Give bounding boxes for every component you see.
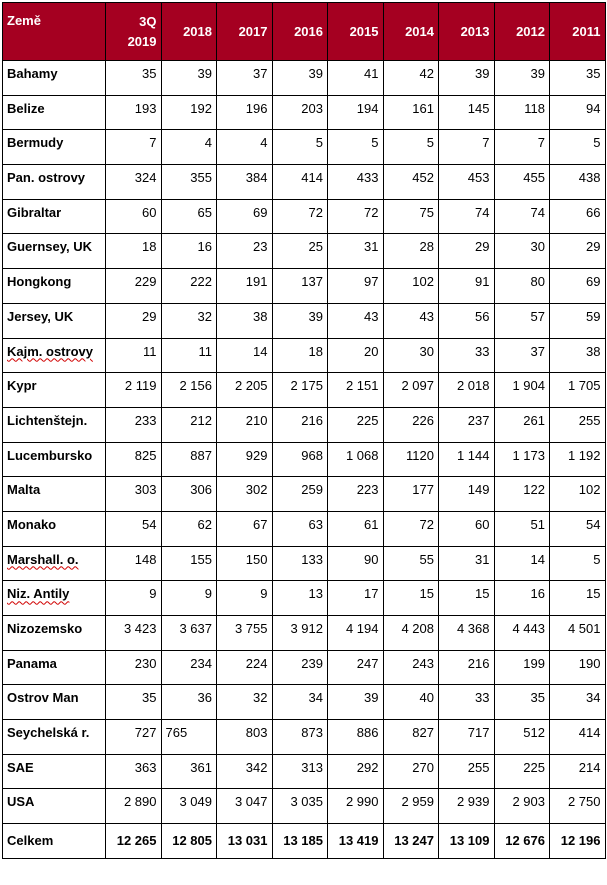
value-cell: 3 049 [161, 789, 217, 824]
year-column-header: 2013 [439, 3, 495, 61]
value-cell: 229 [106, 269, 162, 304]
value-cell: 37 [494, 338, 550, 373]
country-name: Celkem [7, 833, 54, 849]
value-cell: 30 [494, 234, 550, 269]
value-cell: 1 904 [494, 373, 550, 408]
value-cell: 361 [161, 754, 217, 789]
value-cell: 2 959 [383, 789, 439, 824]
value-cell: 29 [550, 234, 606, 269]
value-cell: 69 [217, 199, 273, 234]
value-cell: 223 [328, 477, 384, 512]
value-cell: 210 [217, 407, 273, 442]
value-cell: 5 [383, 130, 439, 165]
value-cell: 74 [494, 199, 550, 234]
value-cell: 233 [106, 407, 162, 442]
value-cell: 69 [550, 269, 606, 304]
value-cell: 13 [272, 581, 328, 616]
value-cell: 39 [328, 685, 384, 720]
table-row [3, 165, 606, 200]
year-column-header: 2016 [272, 3, 328, 61]
value-cell: 29 [439, 234, 495, 269]
value-cell: 4 [217, 130, 273, 165]
table-row [3, 303, 606, 338]
value-cell: 512 [494, 720, 550, 755]
total-row [3, 824, 606, 859]
table-row [3, 754, 606, 789]
value-cell: 1 705 [550, 373, 606, 408]
value-cell: 239 [272, 650, 328, 685]
value-cell: 765 [161, 720, 217, 755]
country-name: Jersey, UK [7, 308, 74, 324]
value-cell: 15 [439, 581, 495, 616]
year-column-header: 2014 [383, 3, 439, 61]
value-cell: 306 [161, 477, 217, 512]
value-cell: 4 194 [328, 616, 384, 651]
offshore-companies-table [2, 2, 606, 859]
value-cell: 216 [439, 650, 495, 685]
value-cell: 62 [161, 511, 217, 546]
value-cell: 1 144 [439, 442, 495, 477]
value-cell: 302 [217, 477, 273, 512]
value-cell: 11 [161, 338, 217, 373]
value-cell: 63 [272, 511, 328, 546]
value-cell: 3 423 [106, 616, 162, 651]
value-cell: 4 368 [439, 616, 495, 651]
value-cell: 102 [550, 477, 606, 512]
value-cell: 148 [106, 546, 162, 581]
value-cell: 16 [494, 581, 550, 616]
value-cell: 3 912 [272, 616, 328, 651]
value-cell: 1 068 [328, 442, 384, 477]
value-cell: 5 [272, 130, 328, 165]
table-row [3, 789, 606, 824]
country-cell [3, 511, 106, 546]
year-column-header: 2018 [161, 3, 217, 61]
value-cell: 31 [439, 546, 495, 581]
value-cell: 243 [383, 650, 439, 685]
value-cell: 29 [106, 303, 162, 338]
value-cell: 56 [439, 303, 495, 338]
country-name: Gibraltar [7, 204, 62, 220]
value-cell: 196 [217, 95, 273, 130]
country-cell [3, 130, 106, 165]
value-cell: 261 [494, 407, 550, 442]
value-cell: 929 [217, 442, 273, 477]
value-cell: 7 [494, 130, 550, 165]
country-column-header: Země [3, 3, 106, 61]
value-cell: 226 [383, 407, 439, 442]
total-value-cell: 12 196 [550, 824, 606, 859]
value-cell: 2 750 [550, 789, 606, 824]
value-cell: 14 [494, 546, 550, 581]
value-cell: 59 [550, 303, 606, 338]
value-cell: 35 [550, 61, 606, 96]
value-cell: 2 151 [328, 373, 384, 408]
value-cell: 177 [383, 477, 439, 512]
value-cell: 42 [383, 61, 439, 96]
value-cell: 40 [383, 685, 439, 720]
total-value-cell: 12 265 [106, 824, 162, 859]
country-name: Hongkong [7, 274, 72, 290]
value-cell: 60 [106, 199, 162, 234]
value-cell: 968 [272, 442, 328, 477]
value-cell: 54 [106, 511, 162, 546]
table-row [3, 199, 606, 234]
value-cell: 33 [439, 338, 495, 373]
table-row [3, 616, 606, 651]
country-name: Belize [7, 100, 45, 116]
value-cell: 2 903 [494, 789, 550, 824]
country-cell [3, 754, 106, 789]
country-name: Lucembursko [7, 447, 93, 463]
value-cell: 727 [106, 720, 162, 755]
value-cell: 28 [383, 234, 439, 269]
value-cell: 43 [328, 303, 384, 338]
country-name: Bahamy [7, 66, 58, 81]
value-cell: 1120 [383, 442, 439, 477]
value-cell: 39 [161, 61, 217, 96]
year-column-header: 2012 [494, 3, 550, 61]
value-cell: 7 [439, 130, 495, 165]
country-cell [3, 61, 106, 96]
value-cell: 313 [272, 754, 328, 789]
value-cell: 25 [272, 234, 328, 269]
value-cell: 14 [217, 338, 273, 373]
country-cell [3, 546, 106, 581]
value-cell: 122 [494, 477, 550, 512]
value-cell: 827 [383, 720, 439, 755]
value-cell: 203 [272, 95, 328, 130]
value-cell: 39 [272, 61, 328, 96]
table-row [3, 720, 606, 755]
value-cell: 194 [328, 95, 384, 130]
country-cell [3, 650, 106, 685]
country-name: Malta [7, 482, 41, 498]
value-cell: 225 [328, 407, 384, 442]
value-cell: 32 [217, 685, 273, 720]
table-row [3, 477, 606, 512]
value-cell: 4 [161, 130, 217, 165]
total-value-cell: 13 185 [272, 824, 328, 859]
value-cell: 149 [439, 477, 495, 512]
value-cell: 133 [272, 546, 328, 581]
country-cell [3, 95, 106, 130]
total-value-cell: 13 419 [328, 824, 384, 859]
table-row [3, 581, 606, 616]
value-cell: 11 [106, 338, 162, 373]
value-cell: 3 755 [217, 616, 273, 651]
value-cell: 39 [494, 61, 550, 96]
value-cell: 414 [550, 720, 606, 755]
country-cell [3, 373, 106, 408]
table-row [3, 61, 606, 96]
value-cell: 191 [217, 269, 273, 304]
total-value-cell: 13 109 [439, 824, 495, 859]
value-cell: 2 156 [161, 373, 217, 408]
value-cell: 36 [161, 685, 217, 720]
value-cell: 2 018 [439, 373, 495, 408]
country-name: Kajm. ostrovy [7, 343, 93, 359]
value-cell: 38 [550, 338, 606, 373]
value-cell: 30 [383, 338, 439, 373]
value-cell: 35 [106, 61, 162, 96]
value-cell: 72 [383, 511, 439, 546]
table-row [3, 373, 606, 408]
country-cell [3, 581, 106, 616]
value-cell: 118 [494, 95, 550, 130]
value-cell: 2 097 [383, 373, 439, 408]
value-cell: 54 [550, 511, 606, 546]
value-cell: 222 [161, 269, 217, 304]
value-cell: 74 [439, 199, 495, 234]
value-cell: 292 [328, 754, 384, 789]
country-cell [3, 338, 106, 373]
value-cell: 17 [328, 581, 384, 616]
value-cell: 216 [272, 407, 328, 442]
value-cell: 225 [494, 754, 550, 789]
value-cell: 61 [328, 511, 384, 546]
value-cell: 15 [383, 581, 439, 616]
country-cell [3, 199, 106, 234]
value-cell: 433 [328, 165, 384, 200]
value-cell: 4 501 [550, 616, 606, 651]
country-cell [3, 789, 106, 824]
value-cell: 75 [383, 199, 439, 234]
value-cell: 438 [550, 165, 606, 200]
value-cell: 1 173 [494, 442, 550, 477]
value-cell: 355 [161, 165, 217, 200]
value-cell: 887 [161, 442, 217, 477]
value-cell: 35 [494, 685, 550, 720]
value-cell: 255 [550, 407, 606, 442]
value-cell: 57 [494, 303, 550, 338]
table-row [3, 546, 606, 581]
table-row [3, 338, 606, 373]
value-cell: 259 [272, 477, 328, 512]
value-cell: 3 047 [217, 789, 273, 824]
value-cell: 717 [439, 720, 495, 755]
value-cell: 15 [550, 581, 606, 616]
value-cell: 97 [328, 269, 384, 304]
value-cell: 2 175 [272, 373, 328, 408]
year-header-line1: 3Q [139, 13, 157, 29]
value-cell: 39 [439, 61, 495, 96]
value-cell: 4 443 [494, 616, 550, 651]
value-cell: 18 [106, 234, 162, 269]
country-cell [3, 720, 106, 755]
value-cell: 23 [217, 234, 273, 269]
table-header [3, 3, 606, 61]
value-cell: 37 [217, 61, 273, 96]
value-cell: 255 [439, 754, 495, 789]
value-cell: 414 [272, 165, 328, 200]
table-body [3, 61, 606, 859]
value-cell: 5 [550, 130, 606, 165]
country-name: Niz. Antily [7, 586, 70, 602]
country-name: Lichtenštejn. [7, 412, 88, 428]
country-cell [3, 407, 106, 442]
value-cell: 212 [161, 407, 217, 442]
year-column-header [106, 3, 162, 61]
value-cell: 384 [217, 165, 273, 200]
value-cell: 72 [272, 199, 328, 234]
value-cell: 2 939 [439, 789, 495, 824]
year-header-line2: 2019 [127, 33, 157, 49]
country-name: USA [7, 794, 35, 810]
value-cell: 102 [383, 269, 439, 304]
country-cell [3, 477, 106, 512]
value-cell: 155 [161, 546, 217, 581]
value-cell: 60 [439, 511, 495, 546]
value-cell: 199 [494, 650, 550, 685]
header-row [3, 3, 606, 61]
country-name: Bermudy [7, 135, 64, 151]
value-cell: 51 [494, 511, 550, 546]
value-cell: 34 [550, 685, 606, 720]
value-cell: 4 208 [383, 616, 439, 651]
value-cell: 9 [106, 581, 162, 616]
value-cell: 66 [550, 199, 606, 234]
value-cell: 873 [272, 720, 328, 755]
value-cell: 192 [161, 95, 217, 130]
table-row [3, 511, 606, 546]
value-cell: 2 119 [106, 373, 162, 408]
value-cell: 2 205 [217, 373, 273, 408]
value-cell: 41 [328, 61, 384, 96]
value-cell: 55 [383, 546, 439, 581]
value-cell: 145 [439, 95, 495, 130]
value-cell: 324 [106, 165, 162, 200]
value-cell: 43 [383, 303, 439, 338]
value-cell: 2 890 [106, 789, 162, 824]
table-row [3, 234, 606, 269]
country-name: Seychelská r. [7, 725, 90, 741]
value-cell: 803 [217, 720, 273, 755]
value-cell: 247 [328, 650, 384, 685]
country-name: Pan. ostrovy [7, 170, 86, 186]
table-row [3, 650, 606, 685]
value-cell: 9 [217, 581, 273, 616]
country-name: SAE [7, 759, 34, 775]
value-cell: 39 [272, 303, 328, 338]
value-cell: 38 [217, 303, 273, 338]
value-cell: 90 [328, 546, 384, 581]
total-value-cell: 13 247 [383, 824, 439, 859]
value-cell: 150 [217, 546, 273, 581]
value-cell: 65 [161, 199, 217, 234]
country-name: Guernsey, UK [7, 239, 93, 255]
country-cell [3, 303, 106, 338]
value-cell: 193 [106, 95, 162, 130]
country-cell [3, 165, 106, 200]
value-cell: 2 990 [328, 789, 384, 824]
country-name: Panama [7, 655, 57, 671]
value-cell: 190 [550, 650, 606, 685]
table-row [3, 95, 606, 130]
value-cell: 161 [383, 95, 439, 130]
value-cell: 234 [161, 650, 217, 685]
value-cell: 825 [106, 442, 162, 477]
table-row [3, 407, 606, 442]
country-cell [3, 442, 106, 477]
table-row [3, 442, 606, 477]
value-cell: 363 [106, 754, 162, 789]
value-cell: 886 [328, 720, 384, 755]
value-cell: 34 [272, 685, 328, 720]
value-cell: 18 [272, 338, 328, 373]
value-cell: 5 [550, 546, 606, 581]
value-cell: 33 [439, 685, 495, 720]
table-row [3, 685, 606, 720]
value-cell: 3 035 [272, 789, 328, 824]
value-cell: 237 [439, 407, 495, 442]
country-name: Marshall. o. [7, 551, 79, 567]
value-cell: 94 [550, 95, 606, 130]
value-cell: 31 [328, 234, 384, 269]
country-name: Ostrov Man [7, 690, 79, 706]
total-value-cell: 13 031 [217, 824, 273, 859]
value-cell: 91 [439, 269, 495, 304]
country-cell [3, 269, 106, 304]
value-cell: 342 [217, 754, 273, 789]
total-value-cell: 12 805 [161, 824, 217, 859]
value-cell: 453 [439, 165, 495, 200]
value-cell: 3 637 [161, 616, 217, 651]
year-column-header: 2015 [328, 3, 384, 61]
year-column-header: 2017 [217, 3, 273, 61]
value-cell: 270 [383, 754, 439, 789]
country-name: Nizozemsko [7, 621, 83, 636]
value-cell: 224 [217, 650, 273, 685]
value-cell: 80 [494, 269, 550, 304]
table-row [3, 130, 606, 165]
value-cell: 7 [106, 130, 162, 165]
value-cell: 32 [161, 303, 217, 338]
value-cell: 1 192 [550, 442, 606, 477]
year-column-header: 2011 [550, 3, 606, 61]
value-cell: 214 [550, 754, 606, 789]
value-cell: 137 [272, 269, 328, 304]
total-label [3, 824, 106, 859]
country-cell [3, 234, 106, 269]
value-cell: 16 [161, 234, 217, 269]
value-cell: 72 [328, 199, 384, 234]
value-cell: 303 [106, 477, 162, 512]
table-row [3, 269, 606, 304]
value-cell: 67 [217, 511, 273, 546]
value-cell: 20 [328, 338, 384, 373]
value-cell: 5 [328, 130, 384, 165]
country-name: Kypr [7, 378, 37, 394]
country-cell [3, 616, 106, 651]
value-cell: 35 [106, 685, 162, 720]
value-cell: 452 [383, 165, 439, 200]
country-name: Monako [7, 516, 57, 532]
value-cell: 455 [494, 165, 550, 200]
value-cell: 230 [106, 650, 162, 685]
total-value-cell: 12 676 [494, 824, 550, 859]
country-cell [3, 685, 106, 720]
value-cell: 9 [161, 581, 217, 616]
